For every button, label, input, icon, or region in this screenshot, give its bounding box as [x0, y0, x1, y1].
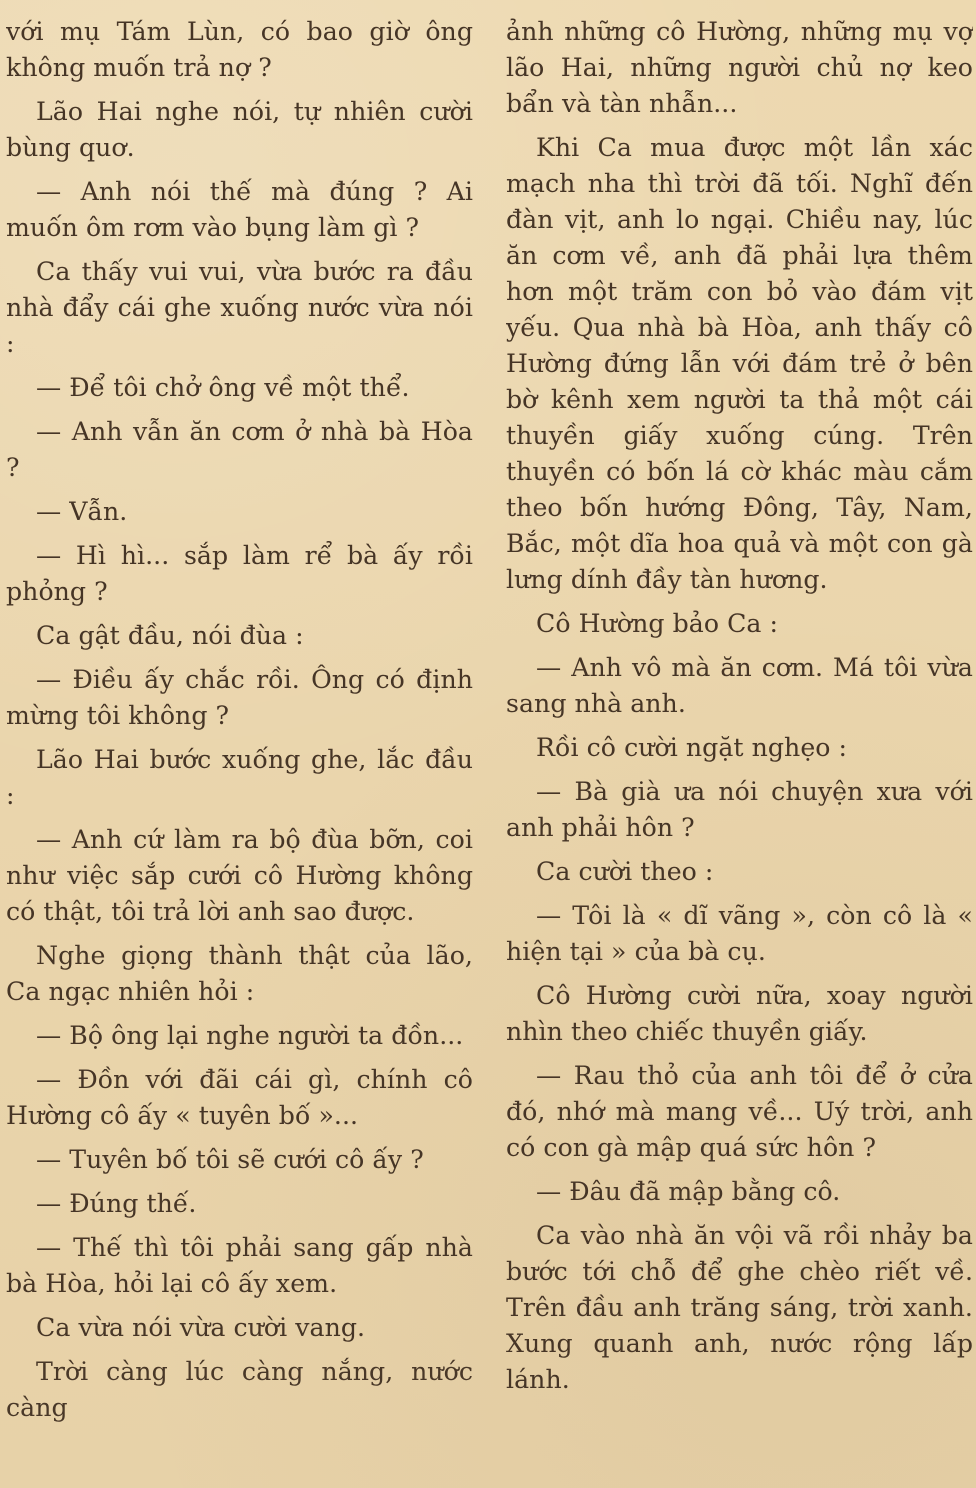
dialogue-line: — Đâu đã mập bằng cô.	[536, 1177, 841, 1206]
paragraph: Ca vừa nói vừa cười vang.	[36, 1313, 366, 1342]
dialogue-line: — Bộ ông lại nghe người ta đồn...	[36, 1021, 464, 1050]
dialogue-line: — Anh vô mà ăn cơm. Má tôi vừa sang nhà anh.	[506, 653, 973, 718]
paragraph: Lão Hai bước xuống ghe, lắc đầu :	[6, 745, 473, 810]
dialogue-line: — Bà già ưa nói chuyện xưa với anh phải hôn ?	[506, 777, 973, 842]
paragraph: Lão Hai nghe nói, tự nhiên cười bùng quơ.	[6, 97, 473, 162]
dialogue-line: — Anh cứ làm ra bộ đùa bỡn, coi như việc sắp cưới cô Hường không có thật, tôi trả lời anh sao được.	[6, 825, 473, 926]
paragraph: Khi Ca mua được một lần xác mạch nha thì trời đã tối. Nghĩ đến đàn vịt, anh lo ngại. Chiều nay, lúc ăn cơm về, anh đã phải lựa thêm hơn một trăm con bỏ vào đám vịt yếu. Qua nhà bà Hòa, anh thấy cô Hường đứng lẫn với đám trẻ ở bên bờ kênh xem người ta thả một cái thuyền giấy xuống cúng. Trên thuyền có bốn lá cờ khác màu cắm theo bốn hướng Đông, Tây, Nam, Bắc, một dĩa hoa quả và một con gà lưng dính đầy tàn hương.	[506, 133, 973, 594]
dialogue-line: — Để tôi chở ông về một thể.	[36, 373, 410, 402]
paragraph: Nghe giọng thành thật của lão, Ca ngạc nhiên hỏi :	[6, 941, 473, 1006]
paragraph: Trời càng lúc càng nắng, nước càng	[6, 1357, 473, 1422]
paragraph: Rồi cô cười ngặt nghẹo :	[536, 733, 848, 762]
dialogue-line: — Đúng thế.	[36, 1189, 197, 1218]
dialogue-line: — Điều ấy chắc rồi. Ông có định mừng tôi không ?	[6, 665, 473, 730]
dialogue-line: — Vẫn.	[36, 497, 128, 526]
paragraph: Cô Hường cười nữa, xoay người nhìn theo chiếc thuyền giấy.	[506, 981, 973, 1046]
paragraph: Ca thấy vui vui, vừa bước ra đầu nhà đẩy cái ghe xuống nước vừa nói :	[6, 257, 473, 358]
dialogue-line: — Thế thì tôi phải sang gấp nhà bà Hòa, hỏi lại cô ấy xem.	[6, 1233, 473, 1298]
paragraph: Cô Hường bảo Ca :	[536, 609, 779, 638]
paragraph: Ca vào nhà ăn vội vã rồi nhảy ba bước tới chỗ để ghe chèo riết về. Trên đầu anh trăng sáng, trời xanh. Xung quanh anh, nước rộng lấp lánh.	[506, 1221, 973, 1394]
dialogue-line: — Đồn với đãi cái gì, chính cô Hường cô ấy « tuyên bố »...	[6, 1065, 473, 1130]
dialogue-line: — Tôi là « dĩ vãng », còn cô là « hiện tại » của bà cụ.	[506, 901, 973, 966]
dialogue-line: — Tuyên bố tôi sẽ cưới cô ấy ?	[36, 1145, 424, 1174]
dialogue-line: — Rau thỏ của anh tôi để ở cửa đó, nhớ mà mang về... Uý trời, anh có con gà mập quá sức hôn ?	[506, 1061, 973, 1162]
paragraph: với mụ Tám Lùn, có bao giờ ông không muốn trả nợ ?	[6, 17, 473, 82]
paragraph: ảnh những cô Hường, những mụ vợ lão Hai, những người chủ nợ keo bẩn và tàn nhẫn...	[506, 17, 973, 118]
left-text-column	[6, 14, 473, 1488]
right-text-column	[506, 14, 973, 1488]
paragraph: Ca gật đầu, nói đùa :	[36, 621, 304, 650]
dialogue-line: — Anh vẫn ăn cơm ở nhà bà Hòa ?	[6, 417, 473, 482]
paragraph: Ca cười theo :	[536, 857, 714, 886]
dialogue-line: — Hì hì... sắp làm rể bà ấy rồi phỏng ?	[6, 541, 473, 606]
dialogue-line: — Anh nói thế mà đúng ? Ai muốn ôm rơm vào bụng làm gì ?	[6, 177, 473, 242]
